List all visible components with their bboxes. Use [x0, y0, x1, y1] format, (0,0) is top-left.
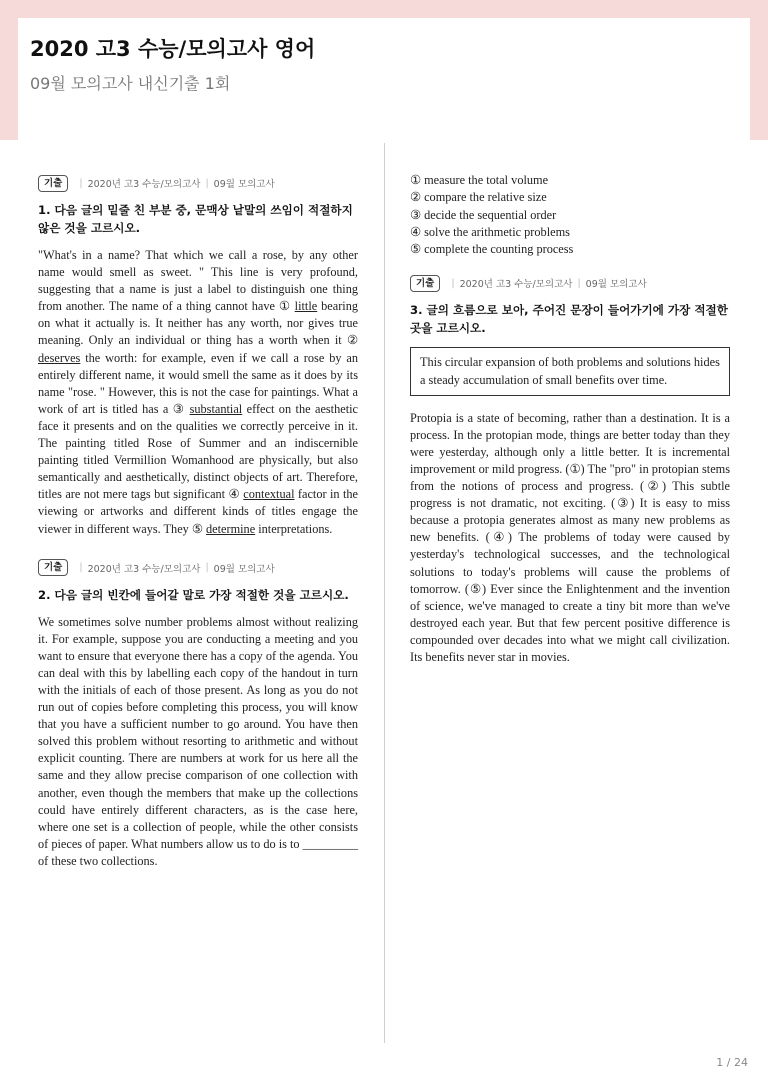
question-2-source [38, 558, 358, 578]
separator: | [205, 562, 209, 574]
option-2: ② compare the relative size [410, 190, 547, 205]
option-3: ③ decide the sequential order [410, 207, 557, 222]
question-1-passage: "What's in a name? That which we call a rose, by any other name would smell as sweet. " This line is very profound, suggesting that a name is just a label to distinguish one thing from another. The name of a thing cannot have ① little bearing on what it actually is. It neither has any worth, nor gives true meaning. Only an individual or thing has a worth when it ② deserves the worth: for example, even if we call a rose by an entirely different name, it would smell the same as it does by its name "rose. " However, this is not the case for paintings. What a work of art is titled has a ③ substantial effect on the aesthetic face it presents and on the qualities we correctly perceive in it. The painting titled Rose of Summer and an indiscernible painting titled Vermillion Womanhood are physically, but also semantically and aesthetically, distinct objects of art. Therefore, titles are not mere tags but significant ④ contextual factor in the viewing or artworks and different kinds of titles engage the viewer in different ways. They ⑤ determine interpretations. [38, 248, 359, 536]
question-3-source [410, 273, 730, 293]
column-divider [384, 143, 385, 1043]
question-3-passage: Protopia is a state of becoming, rather than a destination. It is a process. In the protopian mode, things are better today than they were yesterday, although only a little better. It is incremental improvement or mild progress. (①) The "pro" in protopian stems from the notions of process and progress. (②) This subtle progress is not dramatic, not exciting. (③) It is easy to miss because a protopia generates almost as many new problems as new benefits. (④) The problems of today were caused by yesterday's technological successes, and the technological solutions to today's problems will cause the problems of tomorrow. (⑤) Ever since the Enlightenment and the invention of science, we've managed to create a tiny bit more than we've destroyed each year. But that few percent positive difference is compounded over decades into what we might call civilization. Its benefits never star in movies. [410, 410, 731, 664]
question-2-prompt: 2. 다음 글의 빈칸에 들어갈 말로 가장 적절한 것을 고르시오. [38, 587, 349, 602]
separator: | [79, 177, 83, 189]
option-5: ⑤ complete the counting process [410, 242, 574, 257]
given-sentence-box: This circular expansion of both problems and solutions hides a steady accumulation of small benefits over time. [410, 347, 730, 395]
document-title: 2020 고3 수능/모의고사 영어 [30, 37, 316, 61]
document-subtitle: 09월 모의고사 내신기출 1회 [30, 74, 231, 93]
underlined-word-4: contextual [243, 487, 295, 502]
right-column [410, 173, 730, 666]
source-exam: 2020년 고3 수능/모의고사 [459, 279, 573, 291]
underlined-word-2: deserves [38, 350, 81, 365]
separator: | [205, 177, 209, 189]
question-1-prompt: 1. 다음 글의 밑줄 친 부분 중, 문맥상 낱말의 쓰임이 적절하지 않은 것을 고르시오. [38, 203, 353, 235]
question-1-source [38, 173, 358, 193]
question-2-passage: We sometimes solve number problems almost without realizing it. For example, suppose you are conducting a meeting and you want to ensure that everyone there has a copy of the agenda. You can deal with this by labelling each copy of the handout in turn with the initials of each of those present. As long as you do not run out of copies before completing this process, you will know that you have a sufficient number to go around. You have then solved this problem without resorting to arithmetic and without explicit counting. There are numbers at work for us here all the same and they allow precise comparison of one collection with another, even though the members that make up the collections could have entirely different characters, as is the case here, where one set is a collection of people, while the other consists of pieces of paper. What numbers allow us to do is to _________ of these two collections. [38, 614, 358, 868]
source-badge: 기출 [410, 275, 440, 292]
source-exam: 2020년 고3 수능/모의고사 [87, 179, 201, 190]
source-badge: 기출 [38, 175, 68, 192]
source-exam: 2020년 고3 수능/모의고사 [87, 563, 201, 575]
left-column [38, 173, 358, 870]
underlined-word-3: substantial [189, 401, 243, 416]
source-month: 09월 모의고사 [585, 279, 647, 291]
underlined-word-1: little [294, 299, 318, 314]
separator: | [451, 277, 455, 289]
separator: | [79, 562, 83, 574]
source-month: 09월 모의고사 [213, 179, 275, 190]
question-2-options [410, 172, 730, 258]
separator: | [577, 277, 581, 289]
source-month: 09월 모의고사 [213, 563, 275, 575]
question-3-prompt: 3. 글의 흐름으로 보아, 주어진 문장이 들어가기에 가장 적절한 곳을 고르시오. [410, 303, 728, 336]
source-badge: 기출 [38, 559, 68, 576]
underlined-word-5: determine [206, 521, 256, 536]
option-1: ① measure the total volume [410, 173, 549, 187]
page-number: 1 / 24 [716, 1056, 748, 1069]
option-4: ④ solve the arithmetic problems [410, 224, 570, 239]
